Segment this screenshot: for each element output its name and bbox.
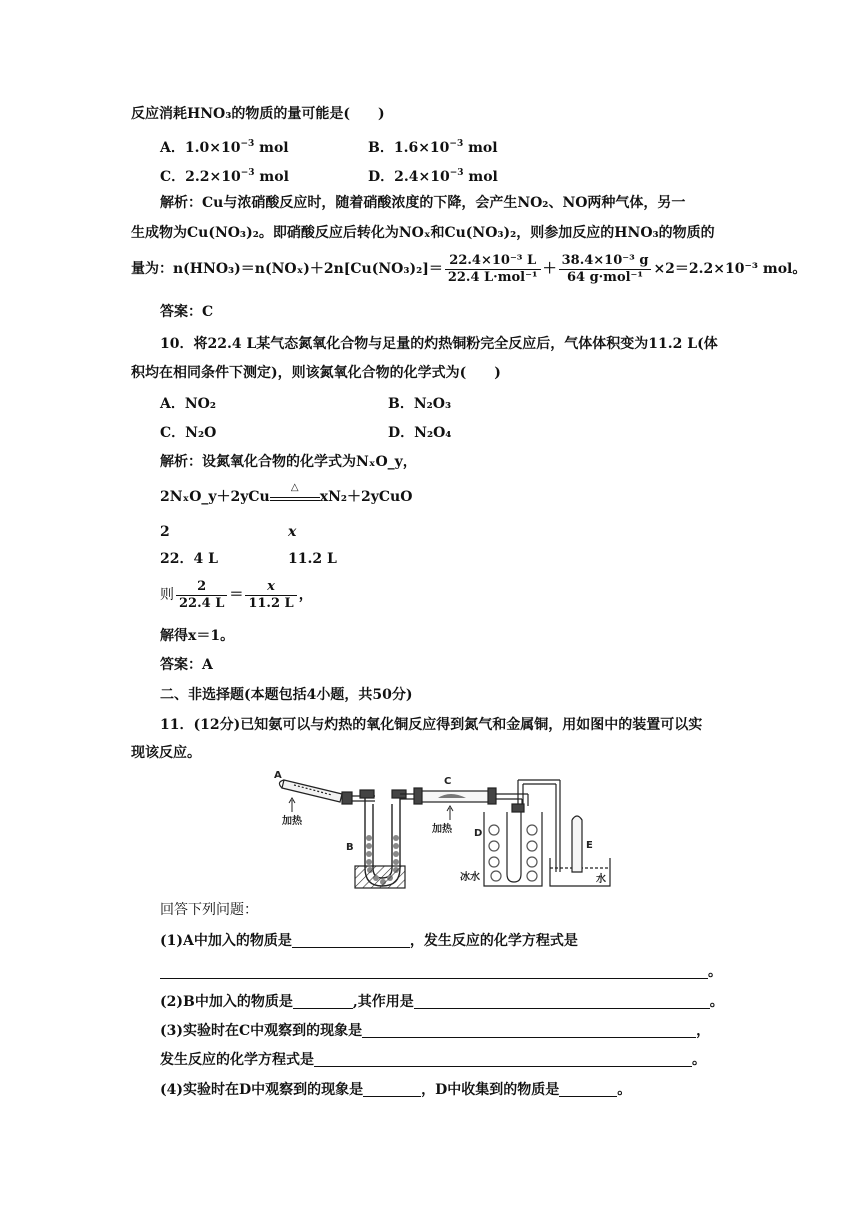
- figure-label-a: A: [274, 770, 282, 781]
- q11-stem-line-1: 11．(12分)已知氨可以与灼热的氧化铜反应得到氮气和金属铜，用如图中的装置可以实: [160, 717, 703, 733]
- q9-fraction-1: $\frac{\text{22.4×10⁻³ L}}{\text{22.4 L·mol⁻¹}}$: [445, 253, 541, 286]
- figure-label-heat-1: 加热: [282, 816, 302, 827]
- answer-blank-2a[interactable]: [293, 994, 353, 1009]
- q10-analysis: 解析：设氮氧化合物的化学式为NₓO_y，: [160, 454, 417, 470]
- q10-solve: 解得x＝1。: [160, 628, 235, 644]
- q11-sub1-line-2: 。: [160, 963, 722, 981]
- answer-blank-3b[interactable]: [314, 1052, 692, 1067]
- figure-label-water: 水: [596, 874, 606, 885]
- q10-option-c: C．N₂O: [160, 425, 217, 441]
- q9-answer: 答案：C: [160, 304, 214, 320]
- q10-option-d: D．N₂O₄: [388, 425, 452, 441]
- q9-option-a: A．$1.0\times 10^{-3}$ mol: [160, 139, 289, 156]
- figure-label-heat-2: 加热: [432, 824, 452, 835]
- figure-label-d: D: [474, 828, 483, 839]
- figure-label-ice-water: 冰水: [460, 872, 480, 883]
- q10-stem-line-1: 10．将22.4 L某气态氮氧化合物与足量的灼热铜粉完全反应后，气体体积变为11.2 L(体: [160, 336, 718, 352]
- q10-option-a: A．NO₂: [160, 396, 216, 412]
- q11-sub3-line-2: 发生反应的化学方程式是 。: [160, 1052, 706, 1068]
- section-title: 二、非选择题(本题包括4小题，共50分): [160, 687, 413, 703]
- q11-stem-line-2: 现该反应。: [131, 745, 201, 761]
- q10-ratio-volume-2: 11.2 L: [288, 551, 337, 567]
- q11-sub1: (1)A中加入的物质是 ，发生反应的化学方程式是: [160, 933, 578, 949]
- q9-stem: 反应消耗HNO₃的物质的量可能是( ): [131, 106, 385, 122]
- q9-option-c: C．$2.2\times 10^{-3}$ mol: [160, 168, 289, 185]
- figure-label-c: C: [444, 776, 452, 787]
- q11-sub4: (4)实验时在D中观察到的现象是 ，D中收集到的物质是 。: [160, 1082, 632, 1098]
- q9-option-d: D．$2.4\times 10^{-3}$ mol: [368, 168, 498, 185]
- q9-analysis-line-1: 解析：Cu与浓硝酸反应时，随着硝酸浓度的下降，会产生NO₂、NO两种气体，另一: [160, 195, 686, 211]
- q10-ratio-volume-1: 22．4 L: [160, 551, 218, 567]
- apparatus-figure: [270, 768, 620, 890]
- q9-option-b: B．$1.6\times 10^{-3}$ mol: [368, 139, 498, 156]
- answer-blank-1b[interactable]: [160, 964, 708, 979]
- q10-answer: 答案：A: [160, 657, 213, 673]
- figure-label-e: E: [586, 840, 593, 851]
- q10-equation: 2NₓO_y＋2yCu △ xN₂＋2yCuO: [160, 482, 413, 505]
- q9-analysis-line-2: 生成物为Cu(NO₃)₂。即硝酸反应后转化为NOₓ和Cu(NO₃)₂，则参加反应的HNO₃的物质的: [131, 225, 715, 241]
- q11-sub3: (3)实验时在C中观察到的现象是 ，: [160, 1023, 711, 1039]
- answer-blank-3a[interactable]: [362, 1023, 696, 1038]
- answer-blank-4b[interactable]: [559, 1082, 617, 1097]
- answer-blank-2b[interactable]: [414, 994, 710, 1009]
- q10-option-b: B．N₂O₃: [388, 396, 452, 412]
- q11-prompt: 回答下列问题：: [160, 902, 258, 918]
- q10-stem-line-2: 积均在相同条件下测定)，则该氮氧化合物的化学式为( ): [131, 365, 501, 381]
- heating-arrow: △: [270, 491, 320, 501]
- answer-blank-4a[interactable]: [363, 1082, 421, 1097]
- q9-formula: 量为：n(HNO₃)＝n(NOₓ)＋2n[Cu(NO₃)₂]＝ $\frac{\text{22.4×10⁻³ L}}{\text{22.4 L·mol⁻¹}}$ ＋ $\frac{\text{38.4×10⁻³ g}}{\text{64 g·mol⁻¹}}$ ×2＝2.2×10⁻³ mol。: [131, 252, 807, 285]
- q11-sub2: (2)B中加入的物质是 ,其作用是 。: [160, 994, 724, 1010]
- q9-fraction-2: $\frac{\text{38.4×10⁻³ g}}{\text{64 g·mol⁻¹}}$: [559, 253, 652, 286]
- figure-label-b: B: [346, 842, 354, 853]
- answer-blank-1a[interactable]: [292, 933, 410, 948]
- q10-ratio-x: x: [288, 524, 297, 540]
- q10-ratio-2: 2: [160, 524, 170, 540]
- q10-proportion: 则 $\frac{2}{22.4 L}$ ＝ $\frac{x}{11.2 L}$ ，: [160, 578, 313, 611]
